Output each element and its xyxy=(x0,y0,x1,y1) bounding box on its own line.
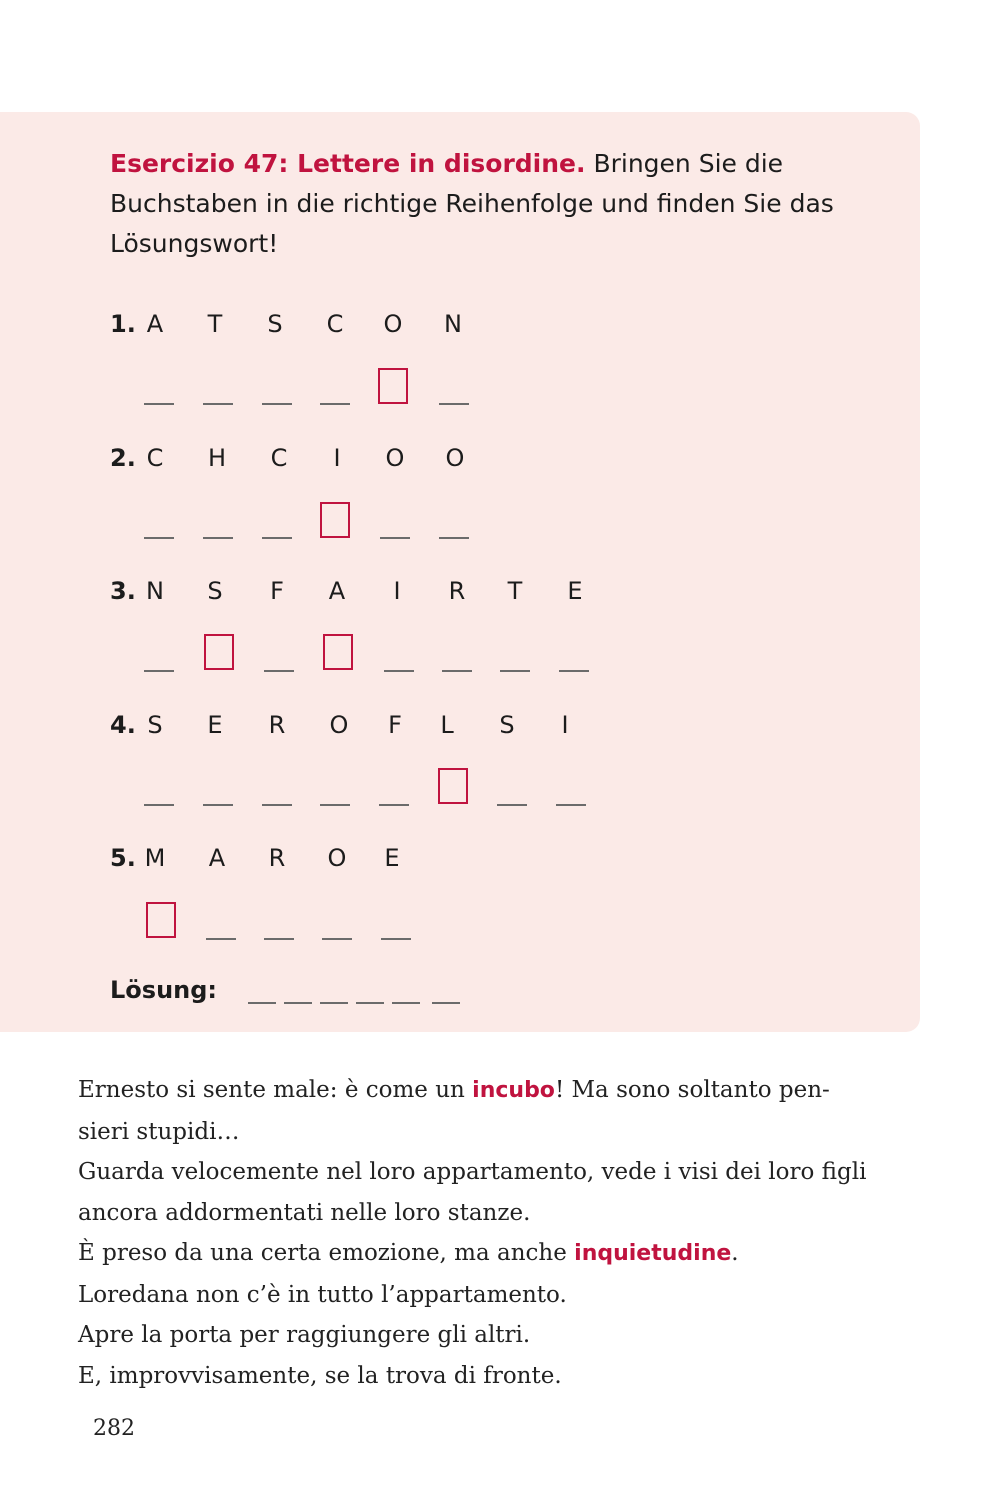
scrambled-letter: T xyxy=(507,577,523,605)
scrambled-letter: T xyxy=(207,310,223,338)
scrambled-letter: S xyxy=(207,577,223,605)
answer-blank[interactable] xyxy=(203,537,233,539)
story-line: E, improvvisamente, se la trova di fronte. xyxy=(78,1362,562,1389)
exercise-title: Esercizio 47: Lettere in disordine. xyxy=(110,149,586,178)
story-line: sieri stupidi… xyxy=(78,1118,240,1145)
answer-blank[interactable] xyxy=(144,670,174,672)
item-number: 2. xyxy=(110,444,136,472)
answer-blank[interactable] xyxy=(380,537,410,539)
scrambled-letter: N xyxy=(146,577,164,605)
answer-blank[interactable] xyxy=(144,403,174,405)
scrambled-letter: R xyxy=(268,711,286,739)
answer-blank[interactable] xyxy=(439,537,469,539)
scrambled-letter: I xyxy=(561,711,569,739)
answer-blank[interactable] xyxy=(500,670,530,672)
solution-letter-box[interactable] xyxy=(438,768,468,804)
solution-blank[interactable] xyxy=(284,1002,312,1004)
scrambled-letter: I xyxy=(333,444,341,472)
scrambled-letter: F xyxy=(388,711,402,739)
solution-blank[interactable] xyxy=(392,1002,420,1004)
story-text xyxy=(78,1070,908,1396)
scrambled-letter: H xyxy=(207,444,227,472)
exercise-heading xyxy=(110,144,870,264)
scrambled-letter: S xyxy=(147,711,163,739)
answer-blank[interactable] xyxy=(144,804,174,806)
answer-blank[interactable] xyxy=(379,804,409,806)
vocab-highlight: inquietudine xyxy=(574,1241,732,1266)
story-line xyxy=(78,1070,908,1112)
answer-blank[interactable] xyxy=(262,537,292,539)
answer-blank[interactable] xyxy=(497,804,527,806)
text-segment: ! Ma sono soltanto pen- xyxy=(554,1077,830,1103)
scrambled-letter: E xyxy=(567,577,583,605)
scrambled-letter: L xyxy=(440,711,454,739)
solution-label: Lösung: xyxy=(110,976,218,1004)
item-number: 3. xyxy=(110,577,136,605)
scrambled-letter: R xyxy=(448,577,466,605)
answer-blank[interactable] xyxy=(439,403,469,405)
solution-letter-box[interactable] xyxy=(320,502,350,538)
scrambled-letter: E xyxy=(207,711,223,739)
solution-letter-box[interactable] xyxy=(323,634,353,670)
scrambled-letter: O xyxy=(385,444,405,472)
scrambled-letter: I xyxy=(393,577,401,605)
answer-blank[interactable] xyxy=(264,670,294,672)
scrambled-letter: E xyxy=(384,844,400,872)
answer-blank[interactable] xyxy=(381,938,411,940)
scrambled-letter: A xyxy=(328,577,346,605)
answer-blank[interactable] xyxy=(262,403,292,405)
scrambled-letter: O xyxy=(445,444,465,472)
answer-blank[interactable] xyxy=(320,804,350,806)
answer-blank[interactable] xyxy=(556,804,586,806)
answer-blank[interactable] xyxy=(144,537,174,539)
answer-blank[interactable] xyxy=(264,938,294,940)
answer-blank[interactable] xyxy=(559,670,589,672)
answer-blank[interactable] xyxy=(262,804,292,806)
solution-letter-box[interactable] xyxy=(204,634,234,670)
story-line: Loredana non c’è in tutto l’appartamento. xyxy=(78,1281,567,1308)
text-segment: . xyxy=(731,1240,739,1266)
solution-blank[interactable] xyxy=(356,1002,384,1004)
scrambled-letter: A xyxy=(208,844,226,872)
item-number: 1. xyxy=(110,310,136,338)
text-segment: È preso da una certa emozione, ma anche xyxy=(78,1240,575,1266)
scrambled-letter: R xyxy=(268,844,286,872)
answer-blank[interactable] xyxy=(203,403,233,405)
answer-blank[interactable] xyxy=(442,670,472,672)
vocab-highlight: incubo xyxy=(472,1078,555,1103)
scrambled-letter: O xyxy=(327,844,347,872)
item-number: 4. xyxy=(110,711,136,739)
scrambled-letter: F xyxy=(270,577,284,605)
story-line: Guarda velocemente nel loro appartamento, vede i visi dei loro figli xyxy=(78,1159,867,1185)
scrambled-letter: S xyxy=(499,711,515,739)
scrambled-letter: S xyxy=(267,310,283,338)
answer-blank[interactable] xyxy=(206,938,236,940)
page-number: 282 xyxy=(93,1416,135,1441)
solution-letter-box[interactable] xyxy=(378,368,408,404)
text-segment: Ernesto si sente male: è come un xyxy=(78,1077,473,1103)
story-line: ancora addormentati nelle loro stanze. xyxy=(78,1199,531,1226)
answer-blank[interactable] xyxy=(322,938,352,940)
solution-blank[interactable] xyxy=(248,1002,276,1004)
scrambled-letter: C xyxy=(146,444,164,472)
scrambled-letter: M xyxy=(144,844,166,872)
answer-blank[interactable] xyxy=(384,670,414,672)
solution-letter-box[interactable] xyxy=(146,902,176,938)
scrambled-letter: O xyxy=(329,711,349,739)
story-line: Apre la porta per raggiungere gli altri. xyxy=(78,1322,531,1348)
scrambled-letter: A xyxy=(146,310,164,338)
answer-blank[interactable] xyxy=(320,403,350,405)
scrambled-letter: C xyxy=(270,444,288,472)
solution-blank[interactable] xyxy=(320,1002,348,1004)
scrambled-letter: O xyxy=(383,310,403,338)
item-number: 5. xyxy=(110,844,136,872)
solution-blank[interactable] xyxy=(432,1002,460,1004)
exercise-instruction: Bringen Sie die Buchstaben in die richtige Reihenfolge und finden Sie das Lösungswort! xyxy=(110,149,834,258)
scrambled-letter: N xyxy=(444,310,462,338)
scrambled-letter: C xyxy=(326,310,344,338)
story-line xyxy=(78,1233,908,1275)
answer-blank[interactable] xyxy=(203,804,233,806)
